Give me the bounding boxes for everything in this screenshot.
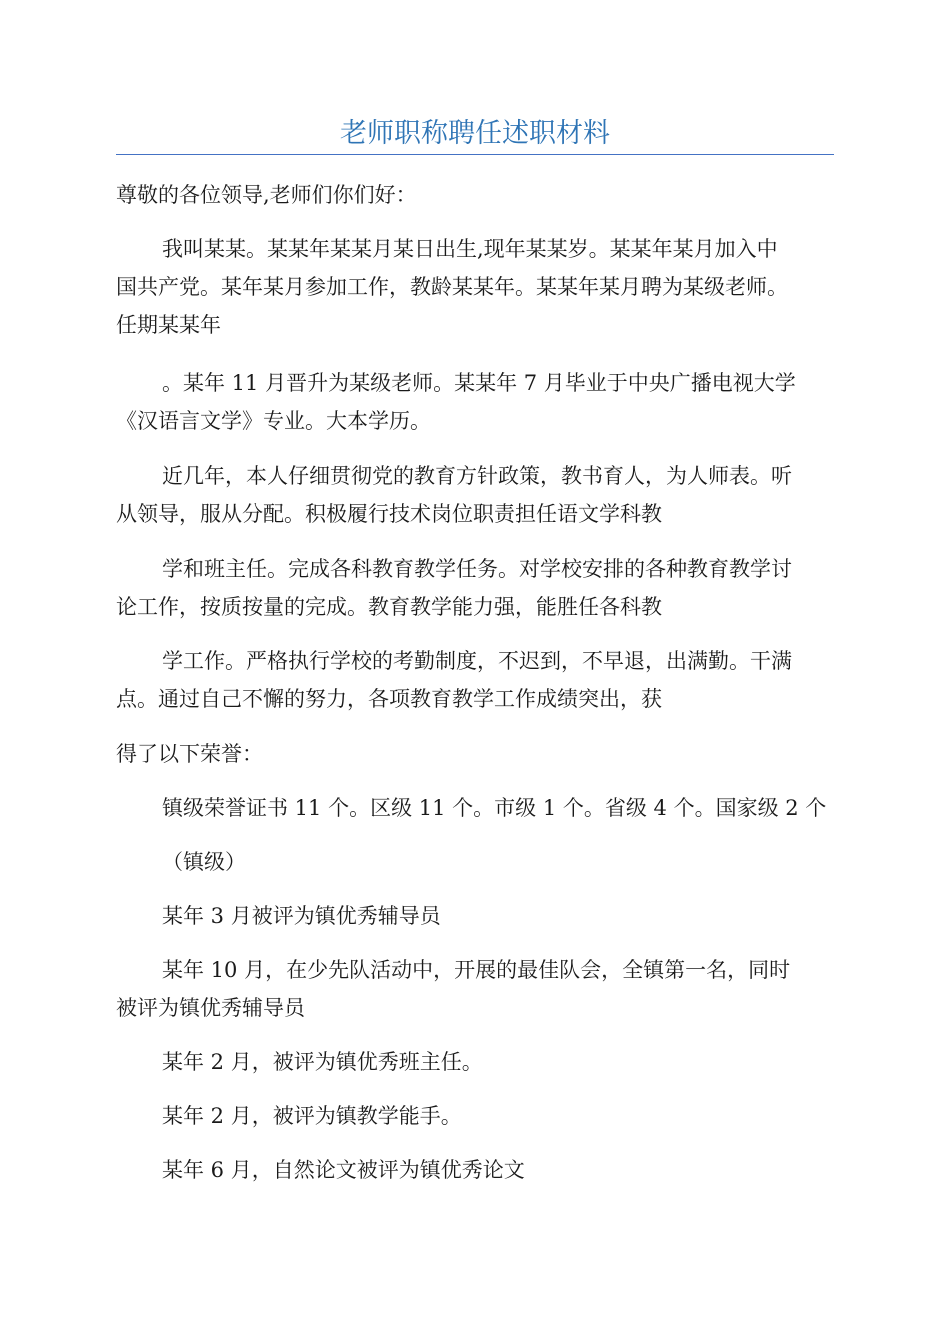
honor-item: 某年 2 月，被评为镇优秀班主任。 — [162, 1050, 483, 1074]
body-line: 我叫某某。某某年某某月某日出生,现年某某岁。某某年某月加入中 — [162, 237, 778, 261]
body-line: 点。通过自己不懈的努力，各项教育教学工作成绩突出，获 — [116, 687, 662, 711]
body-line: 学和班主任。完成各科教育教学任务。对学校安排的各种教育教学讨 — [162, 557, 792, 581]
honor-item: 被评为镇优秀辅导员 — [116, 996, 305, 1020]
body-line: 从领导，服从分配。积极履行技术岗位职责担任语文学科教 — [116, 502, 662, 526]
honor-item: 某年 10 月，在少先队活动中，开展的最佳队会，全镇第一名，同时 — [162, 958, 791, 982]
body-line: 得了以下荣誉： — [116, 742, 263, 766]
honor-item: 某年 3 月被评为镇优秀辅导员 — [162, 904, 441, 928]
honor-summary: 镇级荣誉证书 11 个。区级 11 个。市级 1 个。省级 4 个。国家级 2 个 — [162, 796, 827, 820]
document-title: 老师职称聘任述职材料 — [340, 118, 610, 149]
honor-item: 某年 6 月，自然论文被评为镇优秀论文 — [162, 1158, 525, 1182]
body-line: 学工作。严格执行学校的考勤制度，不迟到，不早退，出满勤。干满 — [162, 649, 792, 673]
body-line: 任期某某年 — [116, 313, 221, 337]
body-line: 论工作，按质按量的完成。教育教学能力强，能胜任各科教 — [116, 595, 662, 619]
greeting-line: 尊敬的各位领导,老师们你们好： — [116, 183, 417, 207]
honor-item: 某年 2 月，被评为镇教学能手。 — [162, 1104, 462, 1128]
body-line: 《汉语言文学》专业。大本学历。 — [116, 409, 431, 433]
honor-category: （镇级） — [162, 850, 246, 874]
body-line: 国共产党。某年某月参加工作，教龄某某年。某某年某月聘为某级老师。 — [116, 275, 788, 299]
title-underline — [116, 154, 834, 155]
body-line: 。某年 11 月晋升为某级老师。某某年 7 月毕业于中央广播电视大学 — [162, 371, 796, 395]
body-line: 近几年，本人仔细贯彻党的教育方针政策，教书育人，为人师表。听 — [162, 464, 792, 488]
